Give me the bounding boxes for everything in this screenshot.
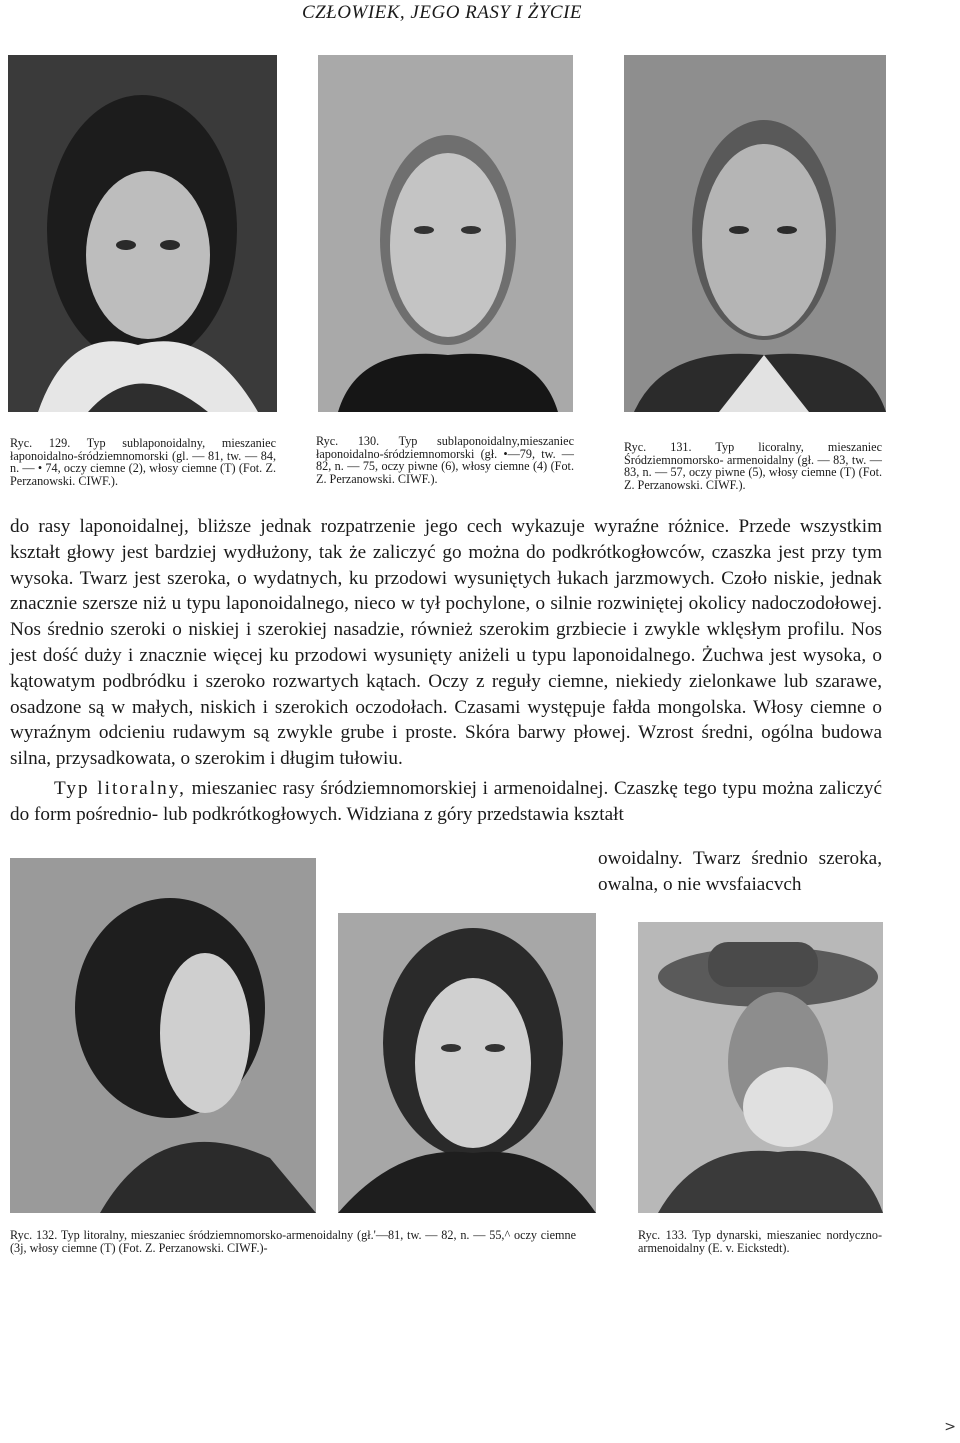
photo-132-front xyxy=(338,913,596,1213)
photo-129 xyxy=(8,55,277,412)
running-header: CZŁOWIEK, JEGO RASY I ŻYCIE xyxy=(301,2,583,23)
caption-133: Ryc. 133. Typ dynarski, mieszaniec nordyczno-armenoidalny (E. v. Eickstedt). xyxy=(638,1228,882,1255)
paragraph-2-text: mieszaniec rasy śródziemnomorskiej i armenoidalnej. Czaszkę tego typu można zaliczyć do form pośrednio- lub podkrótkogłowych. Widziana z góry przedstawia kształt xyxy=(10,777,882,825)
caption-131: Ryc. 131. Typ licoralny, mieszaniec Śródziemnomorsko- armenoidalny (gł. — 83, tw. — 83, n. — 57, oczy piwne (5), włosy ciemne (T) (Fot. Z. Perzanowski. CIWF.). xyxy=(624,440,882,492)
photo-131 xyxy=(624,55,886,412)
page-corner-mark: > xyxy=(944,1419,956,1435)
photo-132-profile xyxy=(10,858,316,1213)
caption-130: Ryc. 130. Typ sublaponoidalny,mieszaniec łaponoidalno-śródziemnomorski (gł. •—79, tw. — 82, n. — 75, oczy piwne (6), włosy ciemne (4) (Fot. Z. Perzanowski. CIWF.). xyxy=(316,434,574,486)
paragraph-1: do rasy laponoidalnej, bliższe jednak rozpatrzenie jego cech wykazuje wyraźne różnice. Przede wszystkim kształt głowy jest bardziej wydłużony, tak że zaliczyć go można do podkrótkogłowców, czaszka jest przy tym wysoka. Twarz jest szeroka, o wydatnych, ku przodowi wysuniętych łukach jarzmowych. Czoło niskie, jednak znacznie szersze niż u typu laponoidalnego, nieco w tył pochylone, o silnie rozwiniętej okolicy nadoczodołowej. Nos średnio szeroki o niskiej i szerokiej nasadzie, również szerokim grzbiecie i zwykle wklęsłym profilu. Nos jest dość duży i znacznie więcej ku przodowi wysunięty aniżeli u typu laponoidalnego. Żuchwa jest wysoka, o kątowatym podbródku i szeroko rozwartych kątach. Oczy z reguły ciemne, niekiedy zielonkawe lub szarawe, osadzone są w małych, niskich i szerokich oczodołach. Czasami występuje fałda mongolska. Włosy ciemne o wyraźnym odcieniu rudawym są zwykle grube i proste. Skóra barwy płowej. Wzrost średni, ogólna budowa silna, przysadkowata, o szerokim i długim tułowiu. xyxy=(10,516,882,770)
photo-133 xyxy=(638,922,883,1213)
term-litoralny: Typ litoralny, xyxy=(54,777,186,799)
body-text xyxy=(10,514,882,828)
paragraph-2 xyxy=(10,776,882,828)
caption-129: Ryc. 129. Typ sublaponoidalny, mieszaniec łaponoidalno-śródziemnomorski (gl. — 81, tw. — 84, n. — • 74, oczy ciemne (2), włosy ciemne (T) (Fot. Z. Perzanowski. CIWF.). xyxy=(10,436,276,488)
body-text-continued: owoidalny. Twarz średnio szeroka, owalna, o nie wvsfaiacvch xyxy=(598,848,882,895)
photo-130 xyxy=(318,55,573,412)
caption-132: Ryc. 132. Typ litoralny, mieszaniec śródziemnomorsko-armenoidalny (gł.'—81, tw. — 82, n. — 55,^ oczy ciemne (3j, włosy ciemne (T) (Fot. Z. Perzanowski. CIWF.)- xyxy=(10,1228,576,1255)
